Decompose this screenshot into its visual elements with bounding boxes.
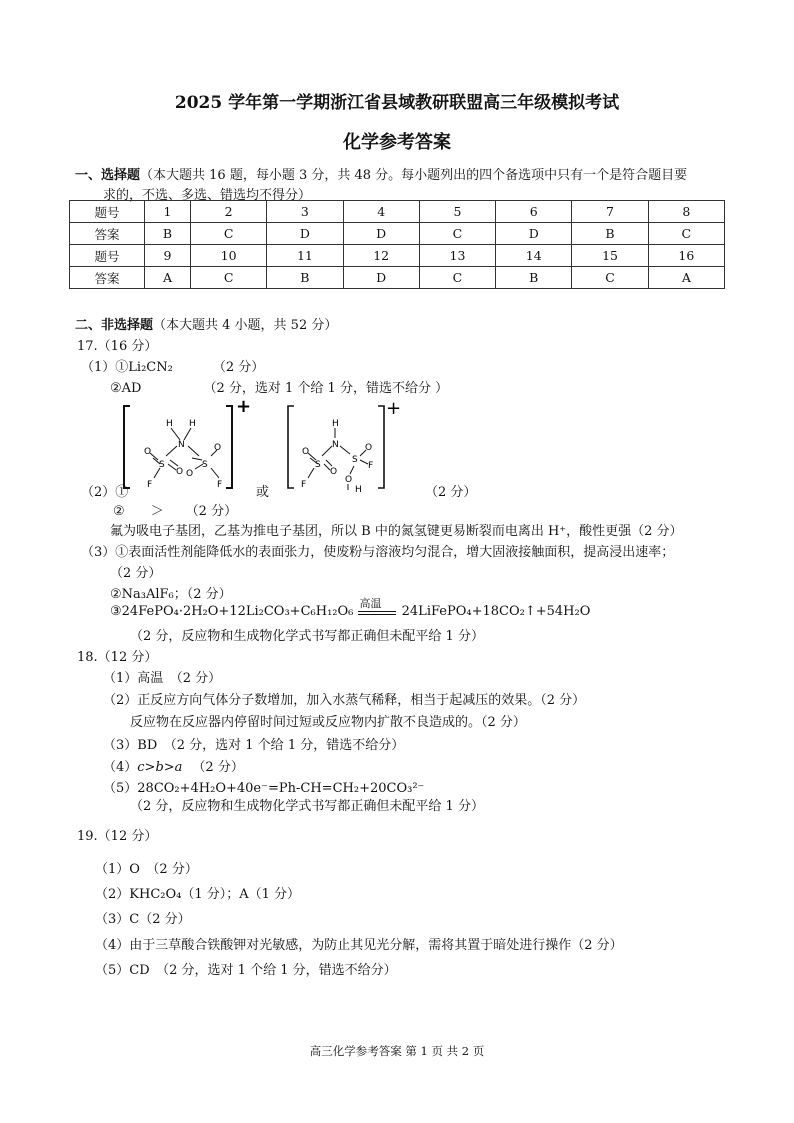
table-cell: 10: [190, 245, 266, 267]
table-cell: 8: [648, 201, 724, 223]
page-title: 化学参考答案: [343, 132, 451, 153]
atom: F: [147, 480, 153, 490]
atom: O: [186, 469, 194, 479]
q19-title: 19.（12 分）: [77, 829, 158, 844]
q17-p3-line1: （3）①表面活性剂能降低水的表面张力，使废粉与溶液均匀混合，增大固液接触面积，提高浸出速率；: [81, 545, 675, 560]
table-cell: 14: [496, 245, 572, 267]
table-cell: D: [343, 267, 419, 289]
equation-left: ③24FePO₄·2H₂O+12Li₂CO₃+C₆H₁₂O₆: [110, 604, 354, 619]
atom: F: [368, 461, 374, 471]
atom: F: [217, 480, 223, 490]
q19-p5: （5）CD （2 分，选对 1 个给 1 分，错选不给分）: [95, 963, 397, 978]
equation-arrow: [358, 596, 398, 619]
section1-heading: 一、选择题: [75, 168, 141, 183]
table-cell: A: [648, 267, 724, 289]
q18-title: 18.（12 分）: [77, 650, 158, 665]
q19-p3: （3）C（2 分）: [95, 912, 191, 927]
q17-p2-label: （2）①: [81, 485, 129, 500]
table-cell: D: [496, 223, 572, 245]
q18-p5-note: （2 分，反应物和生成物化学式书写都正确但未配平给 1 分）: [130, 799, 484, 814]
bracket-left: [288, 406, 294, 488]
atom: N: [178, 440, 185, 450]
table-cell: 13: [419, 245, 495, 267]
q17-p1-answer: Li₂CN₂: [128, 360, 173, 375]
q18-p2-line2: 反应物在反应器内停留时间过短或反应物内扩散不良造成的。（2 分）: [130, 715, 526, 730]
table-cell: C: [419, 223, 495, 245]
equation-condition: 高温: [359, 596, 382, 610]
bracket-left: [124, 406, 130, 488]
bracket-right: [226, 406, 232, 488]
table-cell: B: [572, 223, 648, 245]
section1-intro: [75, 164, 687, 183]
atom: H: [332, 419, 339, 429]
q18-p5-equation: （5）28CO₂+4H₂O+40e⁻=Ph-CH=CH₂+20CO₃²⁻: [103, 781, 425, 796]
structure-a-atoms: [144, 419, 222, 490]
table-cell: B: [267, 267, 343, 289]
table-cell: 12: [343, 245, 419, 267]
q17-p2-score2: （2 分）: [185, 504, 238, 519]
q17-p1b-score: （2 分，选对 1 个给 1 分，错选不给分 ）: [203, 381, 449, 396]
q17-p3-note: （2 分，反应物和生成物化学式书写都正确但未配平给 1 分）: [130, 629, 484, 644]
atom: S: [159, 460, 165, 470]
table-cell: 答案: [70, 267, 145, 289]
table-cell: C: [572, 267, 648, 289]
table-cell: 2: [190, 201, 266, 223]
q19-p2: （2）KHC₂O₄（1 分）；A（1 分）: [95, 887, 301, 902]
q19-p1: （1）O （2 分）: [95, 862, 198, 877]
section1-desc-line1: （本大题共 16 题，每小题 3 分，共 48 分。每小题列出的四个备选项中只有一个是符合题目要: [140, 168, 688, 183]
q17-p2-ans2: ＞: [150, 504, 164, 519]
q17-p2-part2: [113, 500, 237, 519]
charge-plus: +: [386, 398, 402, 419]
q18-p3: （3）BD （2 分，选对 1 个给 1 分，错选不给分）: [103, 738, 405, 753]
atom: O: [144, 447, 152, 457]
table-cell: 6: [496, 201, 572, 223]
atom: S: [202, 460, 208, 470]
q18-p2-line1: （2）正反应方向气体分子数增加，加入水蒸气稀释，相当于起减压的效果。（2 分）: [103, 693, 586, 708]
atom: N: [332, 440, 339, 450]
table-cell: 9: [145, 245, 191, 267]
table-cell: C: [648, 223, 724, 245]
equation-right: 24LiFePO₄+18CO₂↑+54H₂O: [401, 604, 591, 619]
q18-p4-score: （2 分）: [192, 760, 244, 775]
table-cell: 1: [145, 201, 191, 223]
atom: O: [365, 443, 373, 453]
structure-b: [282, 398, 412, 494]
table-cell: 7: [572, 201, 648, 223]
atom: O: [345, 475, 353, 485]
table-cell: D: [343, 223, 419, 245]
structure-a-bonds: [150, 428, 222, 478]
table-cell: 答案: [70, 223, 145, 245]
q18-p1: （1）高温 （2 分）: [103, 671, 222, 686]
atom: O: [302, 447, 310, 457]
q17-p1-label: （1）①: [81, 360, 129, 375]
table-cell: C: [419, 267, 495, 289]
table-cell: C: [190, 267, 266, 289]
q19-p4: （4）由于三草酸合铁酸钾对光敏感，为防止其见光分解，需将其置于暗处进行操作（2 分）: [95, 938, 623, 953]
atom: H: [166, 419, 173, 429]
q18-p4: [103, 756, 244, 775]
equation-line: [358, 611, 396, 612]
bracket-right: [378, 406, 384, 488]
table-cell: B: [496, 267, 572, 289]
atom: S: [315, 460, 321, 470]
atom: O: [330, 467, 338, 477]
table-cell: A: [145, 267, 191, 289]
charge-plus: +: [236, 398, 252, 417]
table-cell: 题号: [70, 245, 145, 267]
atom: S: [352, 455, 358, 465]
q18-p4-prefix: （4）: [103, 760, 138, 775]
table-cell: 题号: [70, 201, 145, 223]
equation-line: [358, 614, 396, 615]
table-cell: 4: [343, 201, 419, 223]
q17-p2-score1: （2 分）: [425, 485, 477, 500]
atom: H: [189, 419, 196, 429]
table-cell: B: [145, 223, 191, 245]
q17-p3-line1b: （2 分）: [110, 566, 162, 581]
atom: O: [214, 443, 222, 453]
table-row: [70, 267, 725, 289]
section2-heading: 二、非选择题: [75, 318, 154, 333]
section2-desc: （本大题共 4 小题，共 52 分）: [153, 318, 338, 333]
q17-p1b-answer: ②AD: [110, 381, 142, 396]
q17-p3-line2: ②Na₃AlF₆；（2 分）: [110, 587, 232, 602]
atom: H: [355, 485, 362, 494]
q17-p1b: [110, 377, 448, 396]
table-row: [70, 245, 725, 267]
table-cell: D: [267, 223, 343, 245]
structure-a: [116, 398, 254, 494]
answer-table: [69, 200, 725, 289]
q17-p2-explain: 氟为吸电子基团，乙基为推电子基团，所以 B 中的氮氢键更易断裂而电离出 H⁺，酸性更强（2 分）: [110, 524, 683, 539]
table-cell: C: [190, 223, 266, 245]
section1-desc-line2: 求的，不选、多选、错选均不得分）: [103, 188, 312, 203]
table-cell: 5: [419, 201, 495, 223]
table-row: [70, 223, 725, 245]
q17-p3-equation: [110, 596, 591, 619]
table-cell: 15: [572, 245, 648, 267]
page-footer: 高三化学参考答案 第 1 页 共 2 页: [309, 1044, 485, 1058]
atom: O: [176, 467, 184, 477]
q17-p1a: [81, 356, 264, 375]
q17-p2-or: 或: [256, 485, 270, 500]
section2-intro: [75, 314, 337, 333]
structure-b-bonds: [308, 428, 368, 490]
q17-p2-label2: ②: [113, 504, 125, 519]
table-cell: 3: [267, 201, 343, 223]
atom: F: [301, 480, 307, 490]
table-cell: 11: [267, 245, 343, 267]
q17-title: 17.（16 分）: [77, 339, 158, 354]
exam-title: 2025 学年第一学期浙江省县域教研联盟高三年级模拟考试: [174, 93, 620, 113]
q18-p4-answer: c>b>a: [137, 760, 183, 775]
q17-p1-score: （2 分）: [212, 360, 265, 375]
table-cell: 16: [648, 245, 724, 267]
table-row: [70, 201, 725, 223]
